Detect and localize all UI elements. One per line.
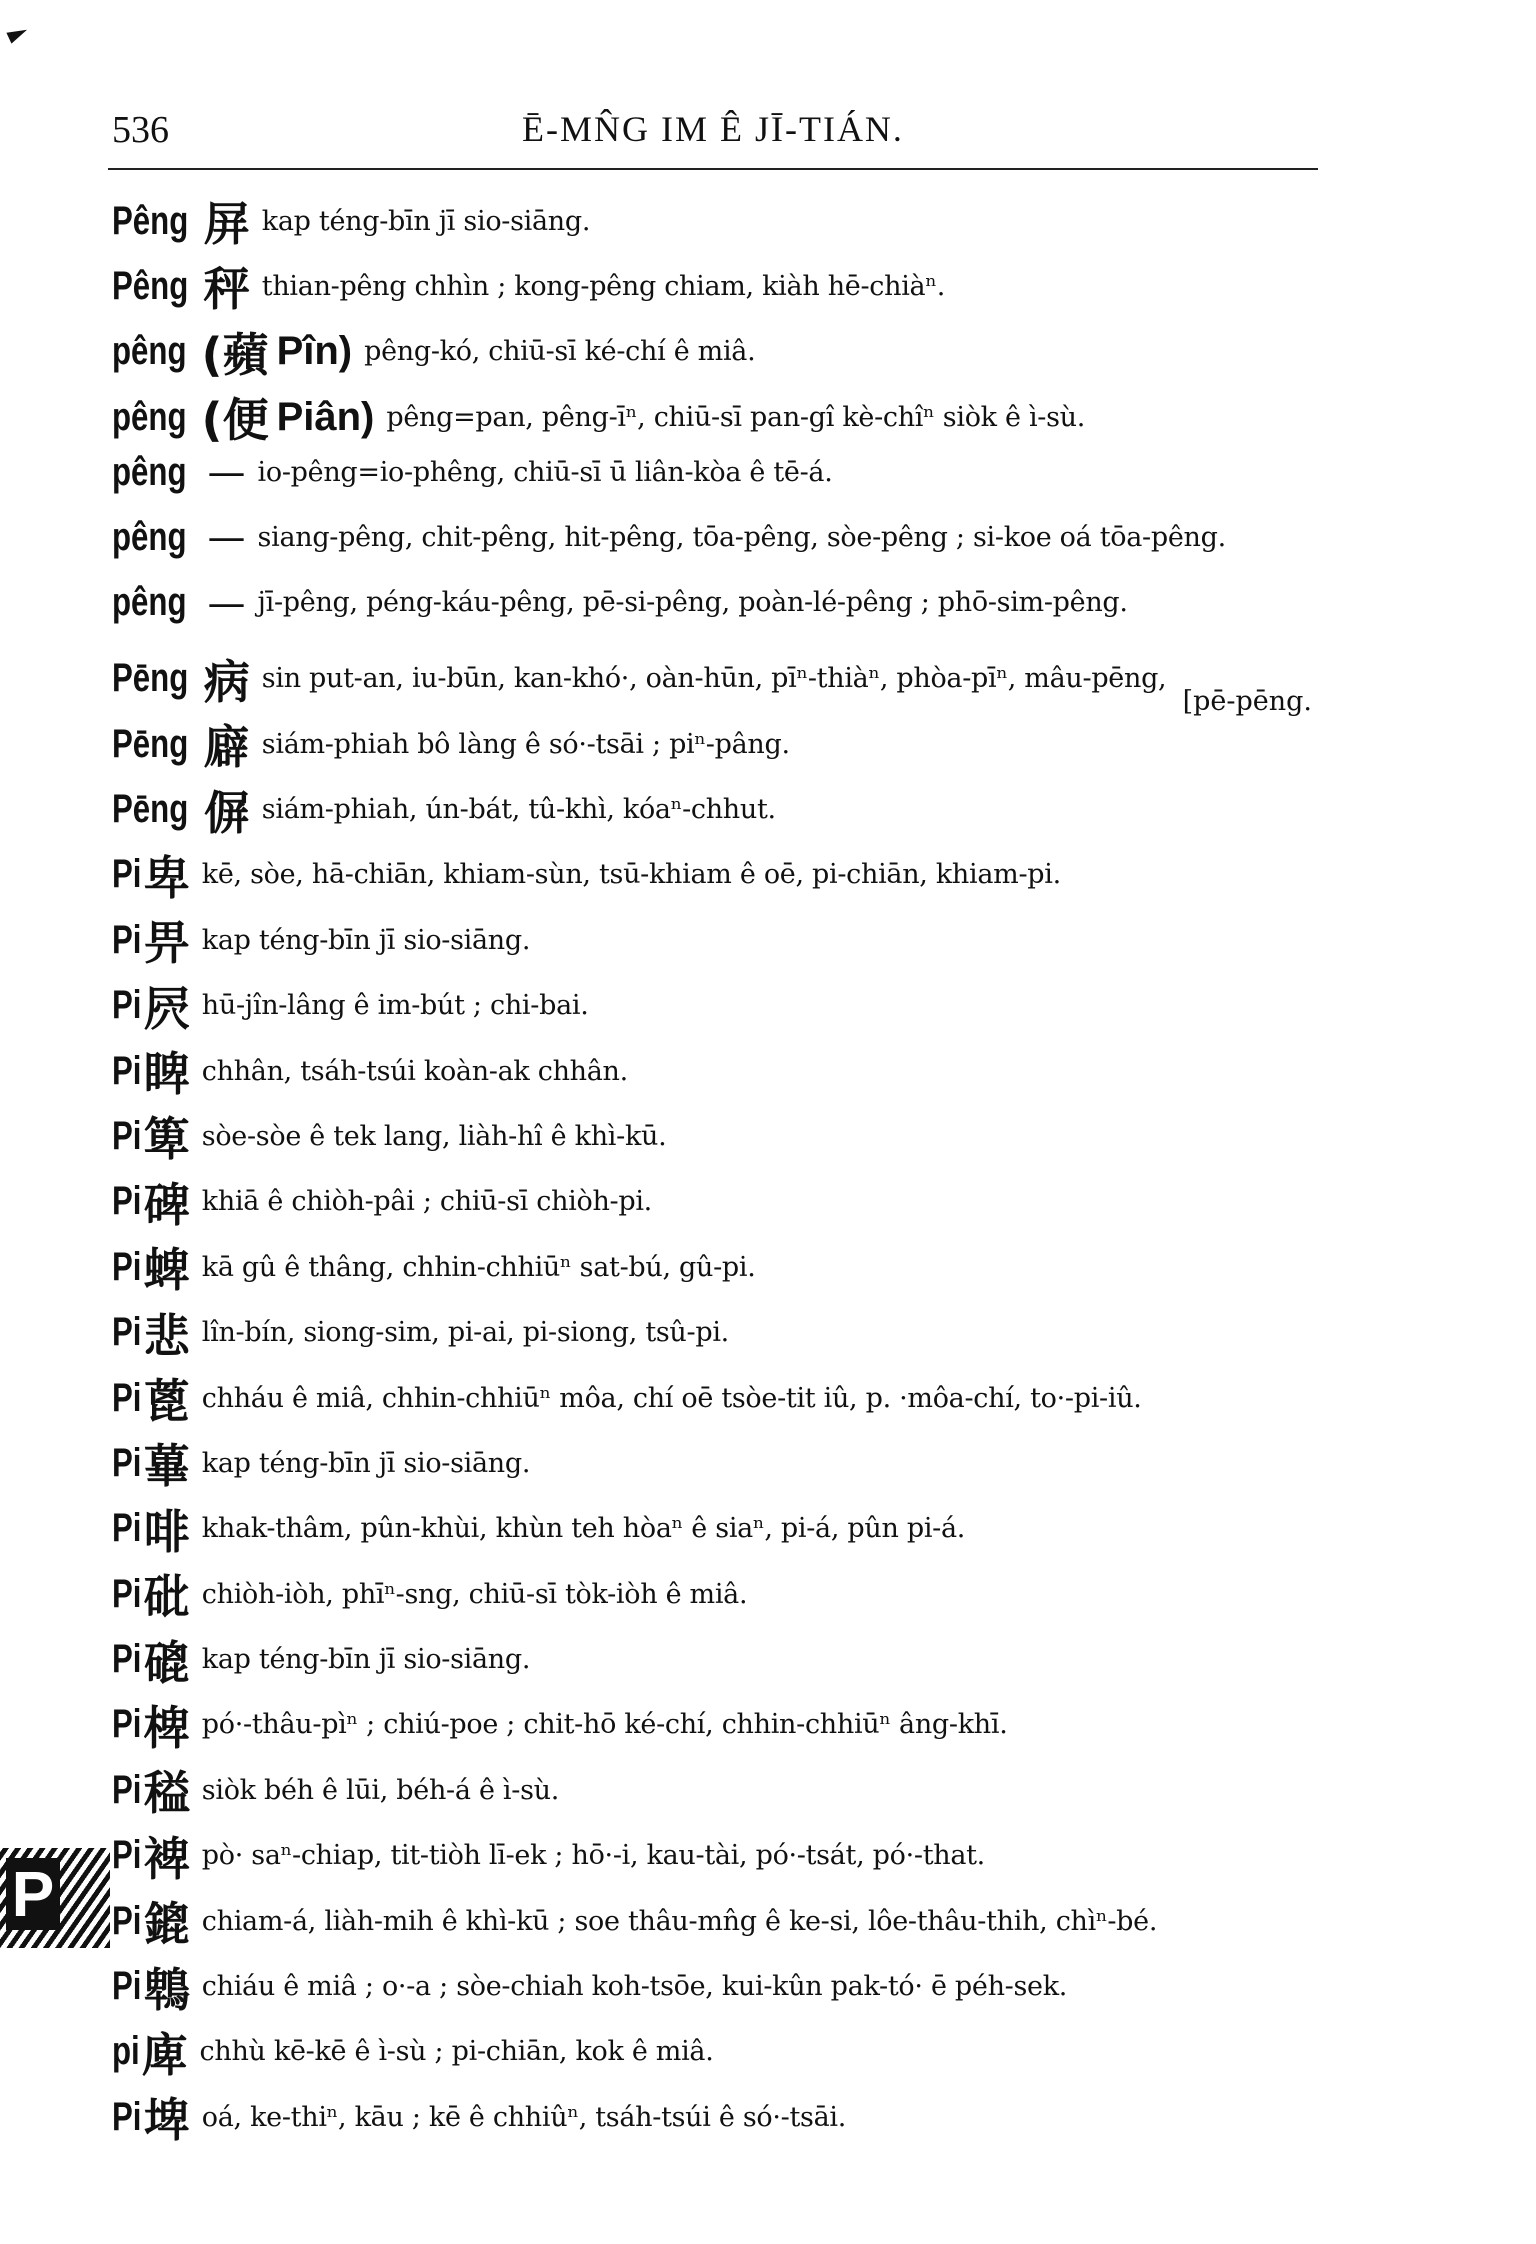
entry-headword: Pi bbox=[112, 1440, 142, 1485]
dictionary-entry bbox=[112, 1692, 1342, 1757]
entry-definition: khak-thâm, pûn-khùi, khùn teh hòaⁿ ê siaⁿ, pi-á, pûn pi-á. bbox=[201, 1513, 966, 1545]
entry-character: — bbox=[207, 515, 246, 560]
dictionary-entry bbox=[112, 1823, 1342, 1888]
entry-character: 碑 bbox=[143, 1177, 190, 1232]
dictionary-entry bbox=[112, 2084, 1342, 2149]
entry-definition: sin put-an, iu-būn, kan-khó·, oàn-hūn, pīⁿ-thiàⁿ, phòa-pīⁿ, mâu-pēng, bbox=[261, 663, 1167, 695]
dictionary-entry bbox=[112, 450, 1342, 515]
entry-headword: pêng bbox=[112, 394, 187, 439]
entry-character: 偋 bbox=[203, 785, 250, 840]
dictionary-entry bbox=[112, 580, 1342, 645]
entry-character: 鎞 bbox=[143, 1897, 190, 1952]
entry-headword: Pēng bbox=[112, 656, 189, 701]
dictionary-entry bbox=[112, 384, 1342, 449]
entry-character: 睥 bbox=[143, 1047, 190, 1102]
entry-definition: siám-phiah bô làng ê só·-tsāi ; piⁿ-pâng. bbox=[261, 728, 790, 760]
entry-headword: Pi bbox=[112, 1506, 142, 1551]
entry-character: 病 bbox=[203, 654, 250, 709]
entry-headword: Pi bbox=[112, 1964, 142, 2009]
entry-headword: Pi bbox=[112, 917, 142, 962]
entry-character: 鵯 bbox=[143, 1962, 190, 2017]
entry-character: 屏 bbox=[203, 197, 250, 251]
entry-headword: Pēng bbox=[112, 787, 189, 832]
entry-definition: lîn-bín, siong-sim, pi-ai, pi-siong, tsû-pi. bbox=[201, 1317, 729, 1349]
dictionary-entry bbox=[112, 711, 1342, 776]
page-header bbox=[112, 108, 1317, 164]
dictionary-entry bbox=[112, 1234, 1342, 1299]
entry-character: 秤 bbox=[203, 262, 250, 317]
entry-definition: jī-pêng, péng-káu-pêng, pē-si-pêng, poàn-lé-pêng ; phō-sim-pêng. bbox=[257, 587, 1128, 619]
entry-headword: Pi bbox=[112, 2094, 142, 2139]
entry-headword: Pêng bbox=[112, 198, 189, 243]
entry-character: 蓖 bbox=[143, 1374, 190, 1429]
entry-definition: chiam-á, liàh-mih ê khì-kū ; soe thâu-mn̂g ê ke-si, lôe-thâu-thih, chìⁿ-bé. bbox=[201, 1905, 1158, 1937]
dictionary-entry bbox=[112, 1430, 1342, 1495]
dictionary-entry bbox=[112, 253, 1342, 318]
entry-definition: kā gû ê thâng, chhin-chhiūⁿ sat-bú, gû-pi. bbox=[201, 1251, 756, 1283]
entry-definition: pêng-kó, chiū-sī ké-chí ê miâ. bbox=[364, 336, 756, 368]
entry-headword: Pi bbox=[112, 1702, 142, 1747]
entry-definition: kap téng-bīn jī sio-siāng. bbox=[201, 924, 531, 956]
dictionary-entry bbox=[112, 1365, 1342, 1430]
entry-definition: khiā ê chiòh-pâi ; chiū-sī chiòh-pi. bbox=[201, 1186, 652, 1218]
entry-definition: chhù kē-kē ê ì-sù ; pi-chiān, kok ê miâ. bbox=[199, 2036, 714, 2068]
entry-character: — bbox=[207, 580, 246, 625]
entry-headword: Pêng bbox=[112, 263, 189, 308]
page-number: 536 bbox=[112, 109, 169, 151]
entry-headword: Pi bbox=[112, 1833, 142, 1878]
dictionary-entry bbox=[112, 1888, 1342, 1953]
entry-character: 蜱 bbox=[143, 1243, 190, 1298]
dictionary-entry bbox=[112, 1561, 1342, 1626]
entry-definition: siòk béh ê lūi, béh-á ê ì-sù. bbox=[201, 1774, 560, 1806]
dictionary-entry bbox=[112, 1300, 1342, 1365]
entry-headword: pêng bbox=[112, 580, 187, 625]
entry-character: 箄 bbox=[143, 1112, 190, 1167]
entry-headword: Pi bbox=[112, 1767, 142, 1812]
entry-headword: pêng bbox=[112, 514, 187, 559]
entry-character: 裨 bbox=[143, 1831, 190, 1886]
entry-alt-reading: Pîn) bbox=[276, 329, 353, 374]
entry-character: (便 bbox=[201, 393, 269, 448]
entry-continuation: [pē-pēng. bbox=[1182, 685, 1312, 717]
dictionary-entry bbox=[112, 1954, 1342, 2019]
dictionary-entry bbox=[112, 1757, 1342, 1822]
entry-definition: kap téng-bīn jī sio-siāng. bbox=[201, 1447, 531, 1479]
dictionary-entry bbox=[112, 777, 1342, 842]
entry-character: 畀 bbox=[143, 916, 190, 971]
entry-definition: chháu ê miâ, chhin-chhiūⁿ môa, chí oē tsòe-tit iû, p. ·môa-chí, to·-pi-iû. bbox=[201, 1382, 1142, 1414]
entry-headword: Pi bbox=[112, 1244, 142, 1289]
dictionary-entry bbox=[112, 188, 1342, 253]
entry-alt-reading: Piân) bbox=[276, 394, 375, 439]
entry-headword: Pi bbox=[112, 1375, 142, 1420]
entry-headword: Pi bbox=[112, 1310, 142, 1355]
entry-headword: Pi bbox=[112, 1113, 142, 1158]
dictionary-entry bbox=[112, 842, 1342, 907]
dictionary-entry bbox=[112, 973, 1342, 1038]
entry-character: 悲 bbox=[143, 1308, 190, 1363]
entry-headword: Pēng bbox=[112, 721, 189, 766]
entry-character: 屄 bbox=[143, 981, 190, 1036]
entry-character: 卑 bbox=[143, 850, 190, 905]
entry-definition: pó·-thâu-pìⁿ ; chiú-poe ; chit-hō ké-chí, chhin-chhiūⁿ âng-khī. bbox=[201, 1709, 1008, 1741]
entry-definition: kē, sòe, hā-chiān, khiam-sùn, tsū-khiam ê oē, pi-chiān, khiam-pi. bbox=[201, 859, 1061, 891]
dictionary-entry bbox=[112, 2019, 1342, 2084]
entry-definition: thian-pêng chhìn ; kong-pêng chiam, kiàh hē-chiàⁿ. bbox=[261, 270, 945, 302]
entry-headword: pêng bbox=[112, 329, 187, 374]
dictionary-entry bbox=[112, 1038, 1342, 1103]
entry-definition: siám-phiah, ún-bát, tû-khì, kóaⁿ-chhut. bbox=[261, 794, 776, 826]
entry-definition: kap téng-bīn jī sio-siāng. bbox=[201, 1644, 531, 1676]
entry-headword: Pi bbox=[112, 983, 142, 1028]
entry-character: 庳 bbox=[141, 2027, 188, 2082]
entry-headword: Pi bbox=[112, 852, 142, 897]
dictionary-entry bbox=[112, 319, 1342, 384]
entry-definition: oá, ke-thiⁿ, kāu ; kē ê chhiûⁿ, tsáh-tsúi ê só·-tsāi. bbox=[201, 2101, 846, 2133]
dictionary-entry bbox=[112, 646, 1342, 717]
entry-headword: pêng bbox=[112, 449, 187, 494]
entry-definition: hū-jîn-lâng ê im-bút ; chi-bai. bbox=[201, 990, 589, 1022]
entry-headword: Pi bbox=[112, 1179, 142, 1224]
header-rule bbox=[108, 168, 1318, 170]
dictionary-entry bbox=[112, 515, 1342, 580]
thumb-index-tab bbox=[0, 1848, 110, 1948]
corner-mark bbox=[6, 24, 29, 43]
entry-headword: Pi bbox=[112, 1048, 142, 1093]
entry-definition: chiáu ê miâ ; o·-a ; sòe-chiah koh-tsōe, kui-kûn pak-tó· ē péh-sek. bbox=[201, 1971, 1068, 2003]
entry-definition: chhân, tsáh-tsúi koàn-ak chhân. bbox=[201, 1055, 628, 1087]
entry-definition: pêng=pan, pêng-īⁿ, chiū-sī pan-gî kè-chîⁿ siòk ê ì-sù. bbox=[386, 401, 1086, 433]
entry-character: (蘋 bbox=[201, 327, 269, 382]
entry-character: 椑 bbox=[143, 1700, 190, 1755]
dictionary-entry bbox=[112, 1496, 1342, 1561]
entry-headword: Pi bbox=[112, 1637, 142, 1682]
entry-definition: io-pêng=io-phêng, chiū-sī ū liân-kòa ê tē-á. bbox=[257, 456, 833, 488]
entry-character: 䅬 bbox=[143, 1766, 190, 1821]
dictionary-entry bbox=[112, 1627, 1342, 1692]
entry-definition: chiòh-iòh, phīⁿ-sng, chiū-sī tòk-iòh ê miâ. bbox=[201, 1578, 748, 1610]
entry-character: 埤 bbox=[143, 2093, 190, 2148]
dictionary-entry bbox=[112, 1103, 1342, 1168]
entry-character: 廦 bbox=[203, 720, 250, 775]
entry-definition: kap téng-bīn jī sio-siāng. bbox=[261, 205, 591, 237]
entry-character: 磇 bbox=[143, 1635, 190, 1690]
entry-definition: sòe-sòe ê tek lang, liàh-hî ê khì-kū. bbox=[201, 1120, 667, 1152]
entry-definition: pò· saⁿ-chiap, tit-tiòh lī-ek ; hō·-i, kau-tài, pó·-tsát, pó·-that. bbox=[201, 1840, 985, 1872]
dictionary-entries bbox=[112, 188, 1342, 2150]
entry-character: 蓽 bbox=[143, 1439, 190, 1494]
entry-character: — bbox=[207, 450, 246, 495]
dictionary-entry bbox=[112, 1169, 1342, 1234]
entry-character: 啡 bbox=[143, 1504, 190, 1559]
entry-headword: Pi bbox=[112, 1898, 142, 1943]
entry-character: 砒 bbox=[143, 1570, 190, 1625]
dictionary-entry bbox=[112, 907, 1342, 972]
entry-headword: Pi bbox=[112, 1571, 142, 1616]
entry-headword: pi bbox=[112, 2029, 140, 2074]
running-title: Ē-MN̂G IM Ê JĪ-TIÁN. bbox=[522, 109, 904, 149]
entry-definition: siang-pêng, chit-pêng, hit-pêng, tōa-pêng, sòe-pêng ; si-koe oá tōa-pêng. bbox=[257, 521, 1226, 553]
thumb-index-letter: P bbox=[6, 1858, 60, 1930]
